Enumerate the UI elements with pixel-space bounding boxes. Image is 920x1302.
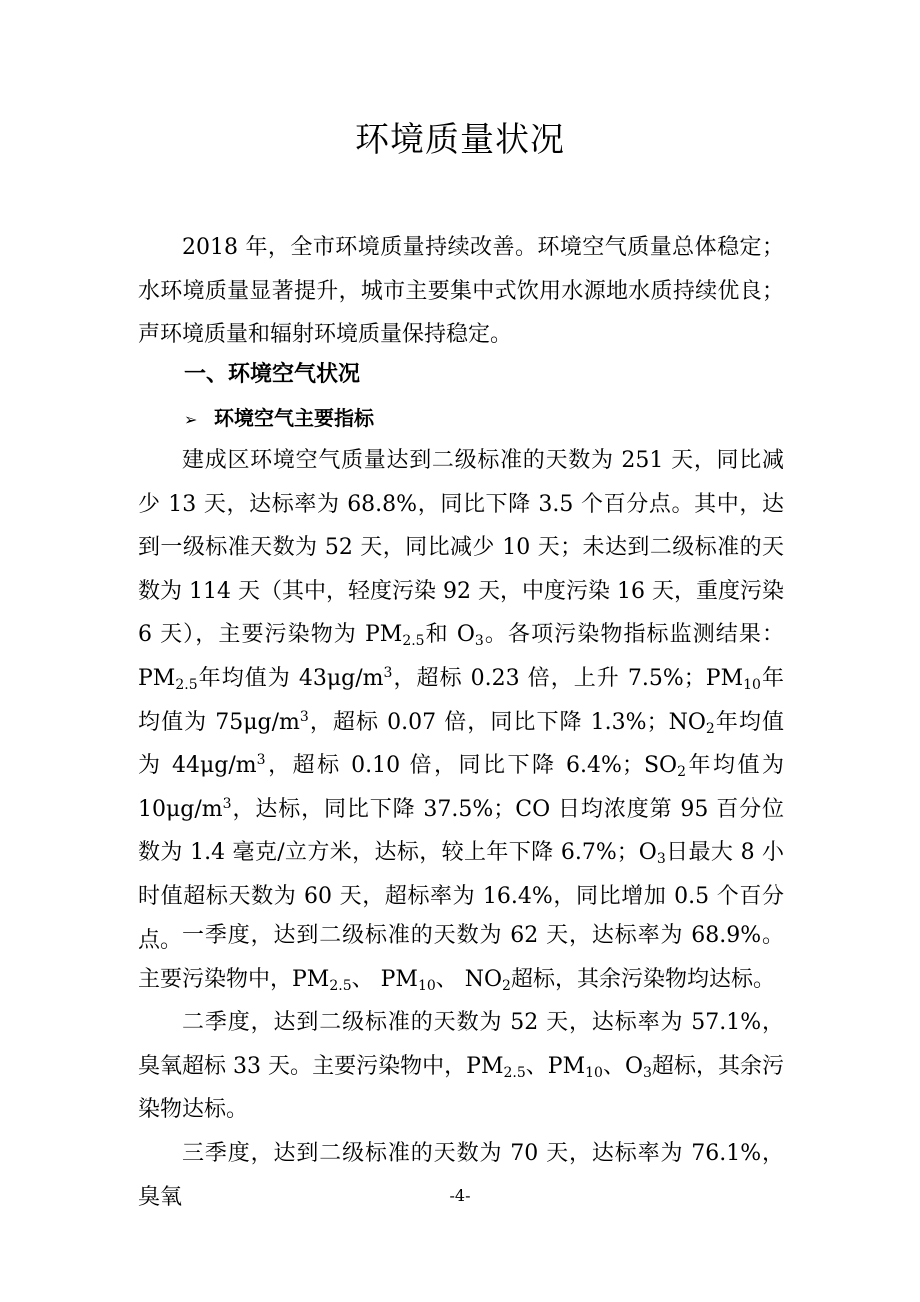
page-title: 环境质量状况	[355, 120, 565, 160]
q2-paragraph: 二季度，达到二级标准的天数为 52 天，达标率为 57.1%，臭氧超标 33 天。主要污染物中，$PM_{2.5}$、$PM_{10}$、$O_3$超标，其余污染物达标。	[138, 1010, 784, 1123]
q1-paragraph: 一季度，达到二级标准的天数为 62 天，达标率为 68.9%。主要污染物中，$PM_{2.5}$、 $PM_{10}$、 $NO_2$超标，其余污染物均达标。	[138, 923, 784, 994]
air-quality-paragraph: 建成区环境空气质量达到二级标准的天数为 251 天，同比减少 13 天，达标率为 68.8%，同比下降 3.5 个百分点。其中，达到一级标准天数为 52 天，同比减少 10 天；未达到二级标准的天数为 114 天（其中，轻度污染 92 天，中度污染 16 天，重度污染 6 天），主要污染物为 $PM_{2.5}$和 $O_3$。各项污染物指标监测结果：$PM_{2.5}$年均值为 $43\mu g/m^3$，超标 0.23 倍，上升 7.5%；$PM_{10}$年均值为 $75\mu g/m^3$，超标 0.07 倍，同比下降 1.3%；$NO_2$年均值为 $44\mu g/m^3$，超标 0.10 倍，同比下降 6.4%；$SO_2$年均值为 $10\mu g/m^3$，达标，同比下降 37.5%；CO 日均浓度第 95 百分位数为 1.4 毫克/立方米，达标，较上年下降 6.7%；$O_3$日最大 8 小时值超标天数为 60 天，超标率为 16.4%，同比增加 0.5 个百分点。	[138, 448, 785, 953]
subheading-text: 环境空气主要指标	[214, 406, 374, 430]
intro-paragraph: 2018 年，全市环境质量持续改善。环境空气质量总体稳定；水环境质量显著提升，城市主要集中式饮用水源地水质持续优良；声环境质量和辐射环境质量保持稳定。	[138, 235, 784, 348]
arrow-bullet-icon: ➢	[184, 410, 198, 429]
section-heading-air: 一、环境空气状况	[184, 362, 361, 387]
subheading-air-indicators	[184, 398, 374, 440]
q3-paragraph: 三季度，达到二级标准的天数为 70 天，达标率为 76.1%，臭氧	[138, 1141, 784, 1210]
page-number: -4-	[449, 1186, 471, 1205]
